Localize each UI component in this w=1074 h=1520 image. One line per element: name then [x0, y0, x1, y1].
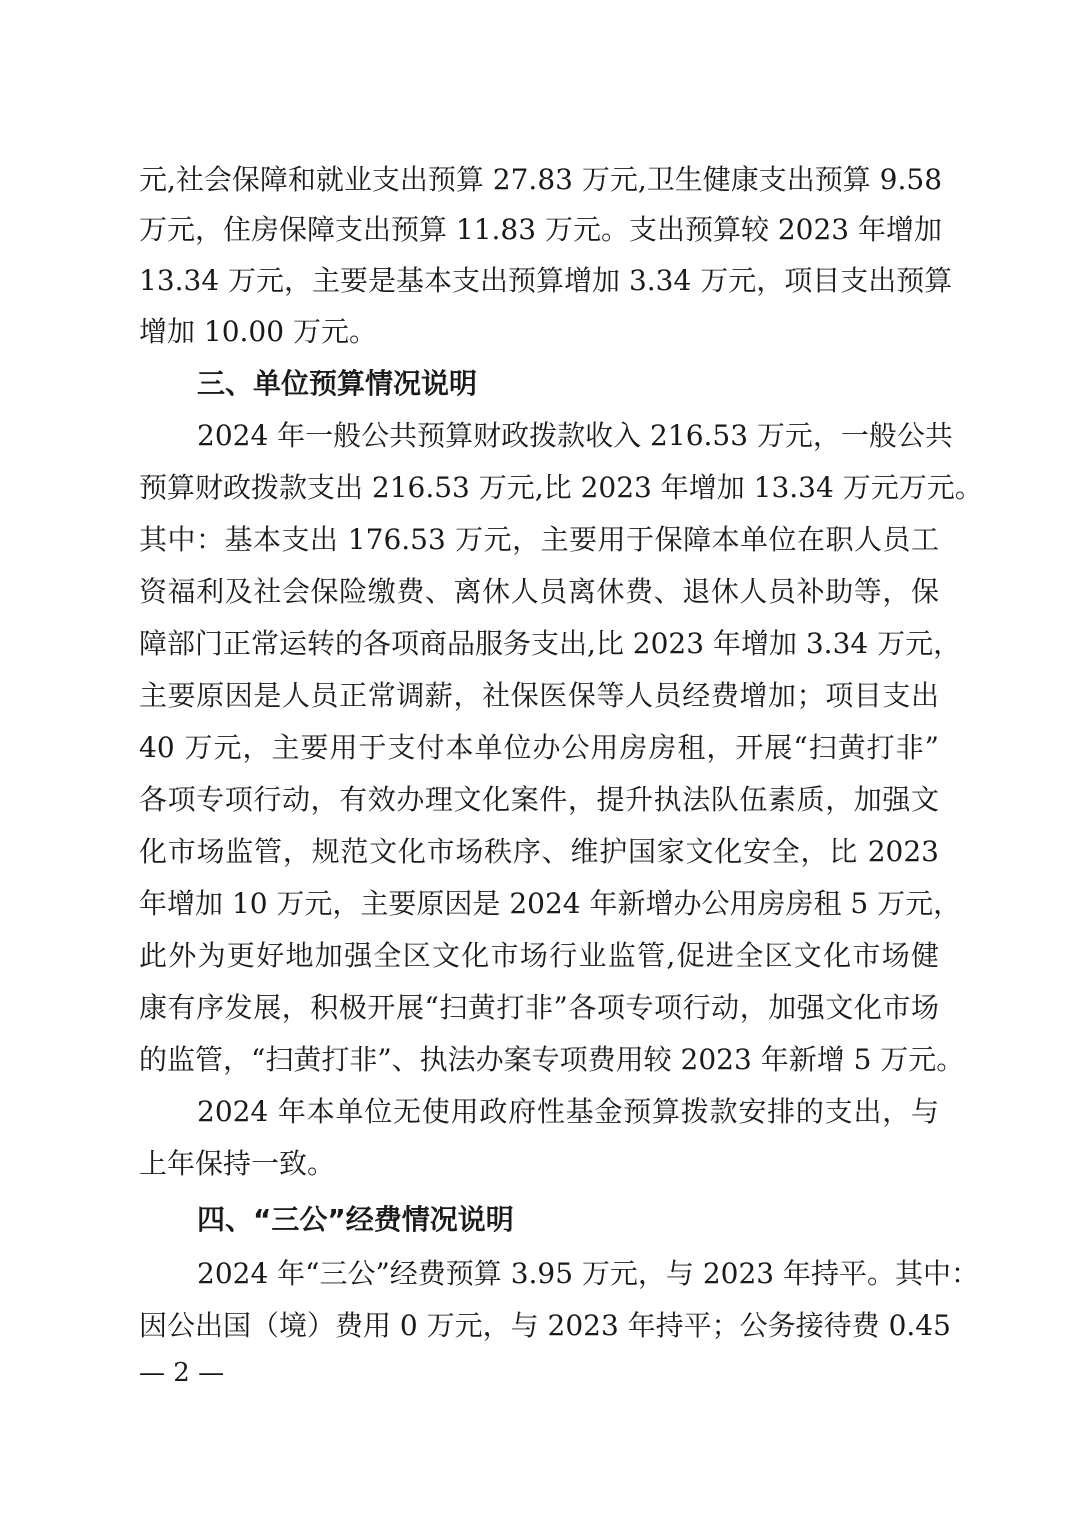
- paragraph-2-line-2: 预算财政拨款支出 216.53 万元,比 2023 年增加 13.34 万元万元。: [139, 471, 983, 504]
- paragraph-2-line-10: 年增加 10 万元，主要原因是 2024 年新增办公用房房租 5 万元，: [139, 887, 962, 920]
- paragraph-1-line-2: 万元，住房保障支出预算 11.83 万元。支出预算较 2023 年增加: [139, 213, 943, 246]
- paragraph-3-line-1: 2024 年本单位无使用政府性基金预算拨款安排的支出，与: [197, 1095, 939, 1128]
- paragraph-1-line-3: 13.34 万元，主要是基本支出预算增加 3.34 万元，项目支出预算: [139, 264, 953, 297]
- paragraph-3-line-2: 上年保持一致。: [139, 1147, 336, 1180]
- paragraph-2-line-3: 其中：基本支出 176.53 万元，主要用于保障本单位在职人员工: [139, 523, 939, 556]
- paragraph-2-line-5: 障部门正常运转的各项商品服务支出,比 2023 年增加 3.34 万元，: [139, 627, 962, 660]
- paragraph-1-line-1: 元,社会保障和就业支出预算 27.83 万元,卫生健康支出预算 9.58: [139, 163, 943, 196]
- paragraph-2-line-6: 主要原因是人员正常调薪，社保医保等人员经费增加；项目支出: [139, 679, 939, 712]
- paragraph-2-line-4: 资福利及社会保险缴费、离休人员离休费、退休人员补助等，保: [139, 575, 939, 608]
- paragraph-4-line-1: 2024 年“三公”经费预算 3.95 万元，与 2023 年持平。其中：: [197, 1257, 979, 1290]
- section-heading-3: 三、单位预算情况说明: [197, 367, 478, 400]
- paragraph-2-line-9: 化市场监管，规范文化市场秩序、维护国家文化安全，比 2023: [139, 835, 939, 868]
- paragraph-2-line-12: 康有序发展，积极开展“扫黄打非”各项专项行动，加强文化市场: [139, 991, 939, 1024]
- section-heading-4: 四、“三公”经费情况说明: [197, 1203, 514, 1236]
- paragraph-2-line-1: 2024 年一般公共预算财政拨款收入 216.53 万元，一般公共: [197, 419, 953, 452]
- paragraph-2-line-8: 各项专项行动，有效办理文化案件，提升执法队伍素质，加强文: [139, 783, 939, 816]
- paragraph-2-line-13: 的监管，“扫黄打非”、执法办案专项费用较 2023 年新增 5 万元。: [139, 1043, 965, 1076]
- paragraph-4-line-2: 因公出国（境）费用 0 万元，与 2023 年持平；公务接待费 0.45: [139, 1309, 951, 1342]
- paragraph-1-line-4: 增加 10.00 万元。: [139, 315, 377, 348]
- page-number: — 2 —: [139, 1358, 225, 1388]
- paragraph-2-line-7: 40 万元，主要用于支付本单位办公用房房租，开展“扫黄打非”: [139, 731, 939, 764]
- paragraph-2-line-11: 此外为更好地加强全区文化市场行业监管,促进全区文化市场健: [139, 939, 939, 972]
